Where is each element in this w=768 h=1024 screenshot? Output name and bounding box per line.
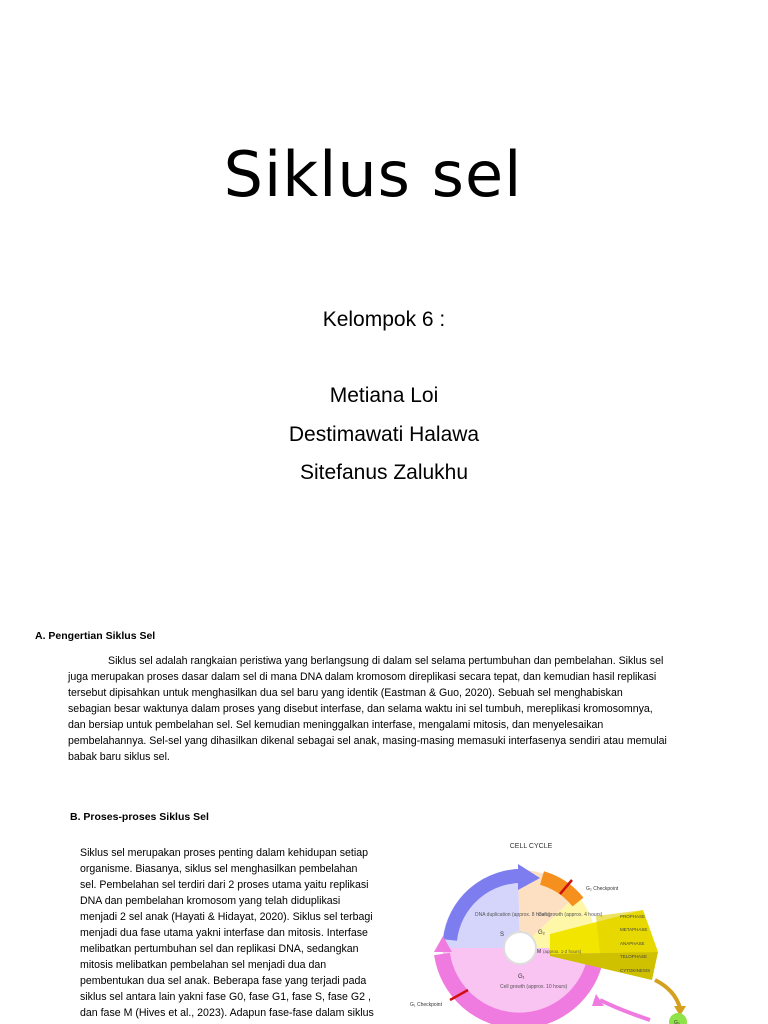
- cover-title: Siklus sel: [223, 138, 523, 211]
- section-b-paragraph: Siklus sel merupakan proses penting dalam kehidupan setiap organisme. Biasanya, siklus sel menghasilkan pembelahan sel. Pembelahan sel terdiri dari 2 proses utama yaitu replikasi DNA dan pembelahan kromosom yang telah diduplikasi menjadi 2 sel anak (Hayati & Hidayat, 2020). Siklus sel terbagi menjadi dua fase utama yakni interfase dan mitosis. Interfase melibatkan pertumbuhan sel dan replikasi DNA, sedangkan mitosis melibatkan pembelahan sel menjadi dua dan pembentukan dua sel anak. Beberapa fase yang terjadi pada siklus sel antara lain yakni fase G0, fase G1, fase S, fase G2 , dan fase M (Hives et al., 2023). Adapun fase-fase dalam siklus: [80, 847, 374, 1019]
- s-desc: DNA duplication (approx. 8 hours): [475, 912, 551, 918]
- g1-checkpoint-label: G₁ Checkpoint: [410, 1002, 442, 1008]
- m-label: M: [537, 949, 542, 955]
- phase-label-anaphase: ANAPHASE: [620, 941, 645, 946]
- g1-desc: Cell growth (approx. 10 hours): [500, 984, 568, 990]
- phase-label-prophase: PROPHASE: [620, 914, 646, 919]
- g0-label: G₀: [674, 1020, 680, 1024]
- section-b-heading: B. Proses-proses Siklus Sel: [70, 811, 209, 823]
- phase-label-metaphase: METAPHASE: [620, 927, 648, 932]
- g2-checkpoint-label: G₂ Checkpoint: [586, 886, 619, 892]
- member-name: Destimawati Halawa: [288, 423, 480, 446]
- g1-label: G₁: [518, 974, 525, 980]
- section-a-heading: A. Pengertian Siklus Sel: [35, 630, 156, 642]
- center-circle: [504, 932, 536, 964]
- g2-label: G₂: [538, 930, 545, 936]
- g0-exit-arc: [655, 980, 680, 1008]
- member-name: Sitefanus Zalukhu: [299, 461, 469, 484]
- section-a-paragraph: Siklus sel adalah rangkaian peristiwa yang berlangsung di dalam sel selama pertumbuhan dan pembelahan. Siklus sel juga merupakan proses dasar dalam sel di mana DNA dalam kromosom direplikasi secara tepat, dan kemudian hasil replikasi tersebut dipisahkan untuk menghasilkan dua sel baru yang identik (Eastman & Guo, 2020). Sebuah sel menghabiskan sebagian besar waktunya dalam proses yang disebut interfase, dan selama waktu ini sel tumbuh, mereplikasi kromosomnya, dan bersiap untuk pembelahan sel. Sel kemudian meninggalkan interfase, mengalami mitosis, dan menyelesaikan pembelahannya. Sel-sel yang dihasilkan dikenal sebagai sel anak, masing-masing memasuki interfasenya sendiri atau memulai babak baru siklus sel.: [68, 655, 667, 763]
- m-desc: (approx. 1-2 hours): [543, 949, 582, 954]
- g0-return-arc: [600, 1000, 650, 1020]
- diagram-title: CELL CYCLE: [509, 843, 553, 850]
- g2-desc: Cell growth (approx. 4 hours): [538, 912, 603, 918]
- phase-label-telophase: TELOPHASE: [620, 954, 648, 959]
- group-label: Kelompok 6 :: [322, 308, 446, 331]
- s-label: S: [500, 932, 505, 938]
- phase-label-cytokinesis: CYTOKINESIS: [620, 968, 651, 973]
- member-name: Metiana Loi: [329, 384, 439, 407]
- cell-cycle-diagram: [400, 830, 730, 1024]
